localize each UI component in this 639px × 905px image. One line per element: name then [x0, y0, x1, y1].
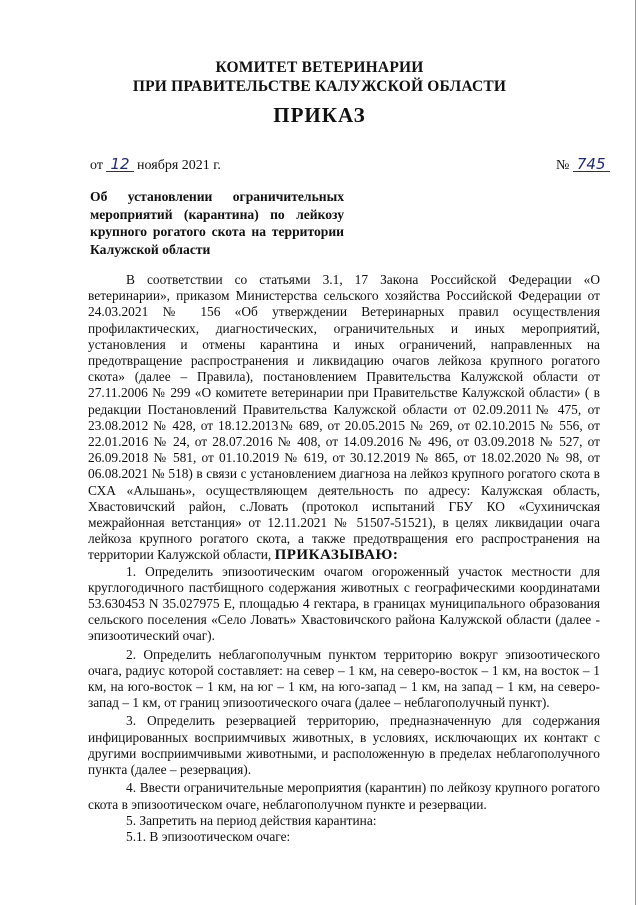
paragraph-5: 5. Запретить на период действия карантина: [126, 812, 377, 828]
order-date [90, 157, 221, 174]
paragraph-5-1: 5.1. В эпизоотическом очаге: [126, 828, 291, 844]
date-day-handwritten: 12 [106, 157, 133, 172]
paragraph-1: 1. Определить эпизоотическим очагом огороженный участок местности для круглогодичного пастбищного содержания животных с географическими координатами 53.630453 N 35.027975 E, площадью 4 гектара, в границах муниципального образования сельского поселения «Село Ловать» Хвастовичского района Калужской области (далее - эпизоотический очаг). [88, 563, 600, 644]
paragraph-3: 3. Определить резервацией территорию, предназначенную для содержания инфицированных восприимчивых животных, в условиях, исключающих их контакт с другими восприимчивыми животными, и расположенную в пределах неблагополучного пункта (далее – резервация). [88, 713, 600, 778]
document-header [0, 58, 639, 96]
intro-paragraph [88, 272, 600, 564]
intro-text: В соответствии со статьями 3.1, 17 Закона Российской Федерации «О ветеринарии», приказом Министерства сельского хозяйства Российской Федерации от 24.03.2021 № 156 «Об утверждении Ветеринарных правил осуществления профилактических, диагностических, ограничительных и иных мероприятий, установления и отмены карантина и иных ограничений, направленных на предотвращение распространения и ликвидацию очагов лейкоза крупного рогатого скота» (далее – Правила), постановлением Правительства Калужской области от 27.11.2006 № 299 «О комитете ветеринарии при Правительстве Калужской области» ( в редакции Постановлений Правительства Калужской области от 02.09.2011№ 475, от 23.08.2012 № 428, от 18.12.2013№ 689, от 20.05.2015 № 269, от 02.10.2015 № 556, от 22.01.2016 № 24, от 28.07.2016 № 408, от 14.09.2016 № 496, от 03.09.2018 № 527, от 26.09.2018 № 581, от 01.10.2019 № 619, от 30.12.2019 № 865, от 18.02.2020 № 98, от 06.08.2021 № 518) в связи с установлением диагноза на лейкоз крупного рогатого скота в СХА «Альшань», осуществляющем деятельность по адресу: Калужская область, Хвастовичский район, с.Ловать (протокол испытаний ГБУ КО «Сухиничская межрайонная ветстанция» от 12.11.2021 № 51507-51521), в целях ликвидации очага лейкоза крупного рогатого скота, а также предотвращения его распространения на территории Калужской области, [88, 272, 600, 563]
paragraph-2: 2. Определить неблагополучным пунктом территорию вокруг эпизоотического очага, радиус которой составляет: на север – 1 км, на северо-восток – 1 км, на восток – 1 км, на юго-восток – 1 км, на юг – 1 км, на юго-запад – 1 км, на запад – 1 км, на северо-запад – 1 км, от границ эпизоотического очага (далее – неблагополучный пункт). [88, 646, 600, 711]
date-month-year: ноября 2021 г. [137, 158, 221, 173]
organization-name-line2: ПРИ ПРАВИТЕЛЬСТВЕ КАЛУЖСКОЙ ОБЛАСТИ [132, 78, 507, 95]
scan-edge-line [635, 0, 636, 905]
order-body [88, 272, 600, 845]
date-prefix: от [90, 158, 103, 173]
organization-name-line1: КОМИТЕТ ВЕТЕРИНАРИИ [215, 59, 424, 76]
order-word: ПРИКАЗЫВАЮ: [274, 547, 399, 564]
number-value-handwritten: 745 [573, 157, 610, 172]
number-prefix: № [556, 158, 570, 173]
document-type-title: ПРИКАЗ [273, 103, 366, 127]
paragraph-4: 4. Ввести ограничительные мероприятия (карантин) по лейкозу крупного рогатого скота в эпизоотическом очаге, неблагополучном пункте и резервации. [88, 780, 600, 812]
order-subject: Об установлении ограничительных мероприятий (карантина) по лейкозу крупного рогатого скота на территории Калужской области [90, 189, 344, 257]
order-number [556, 157, 610, 174]
